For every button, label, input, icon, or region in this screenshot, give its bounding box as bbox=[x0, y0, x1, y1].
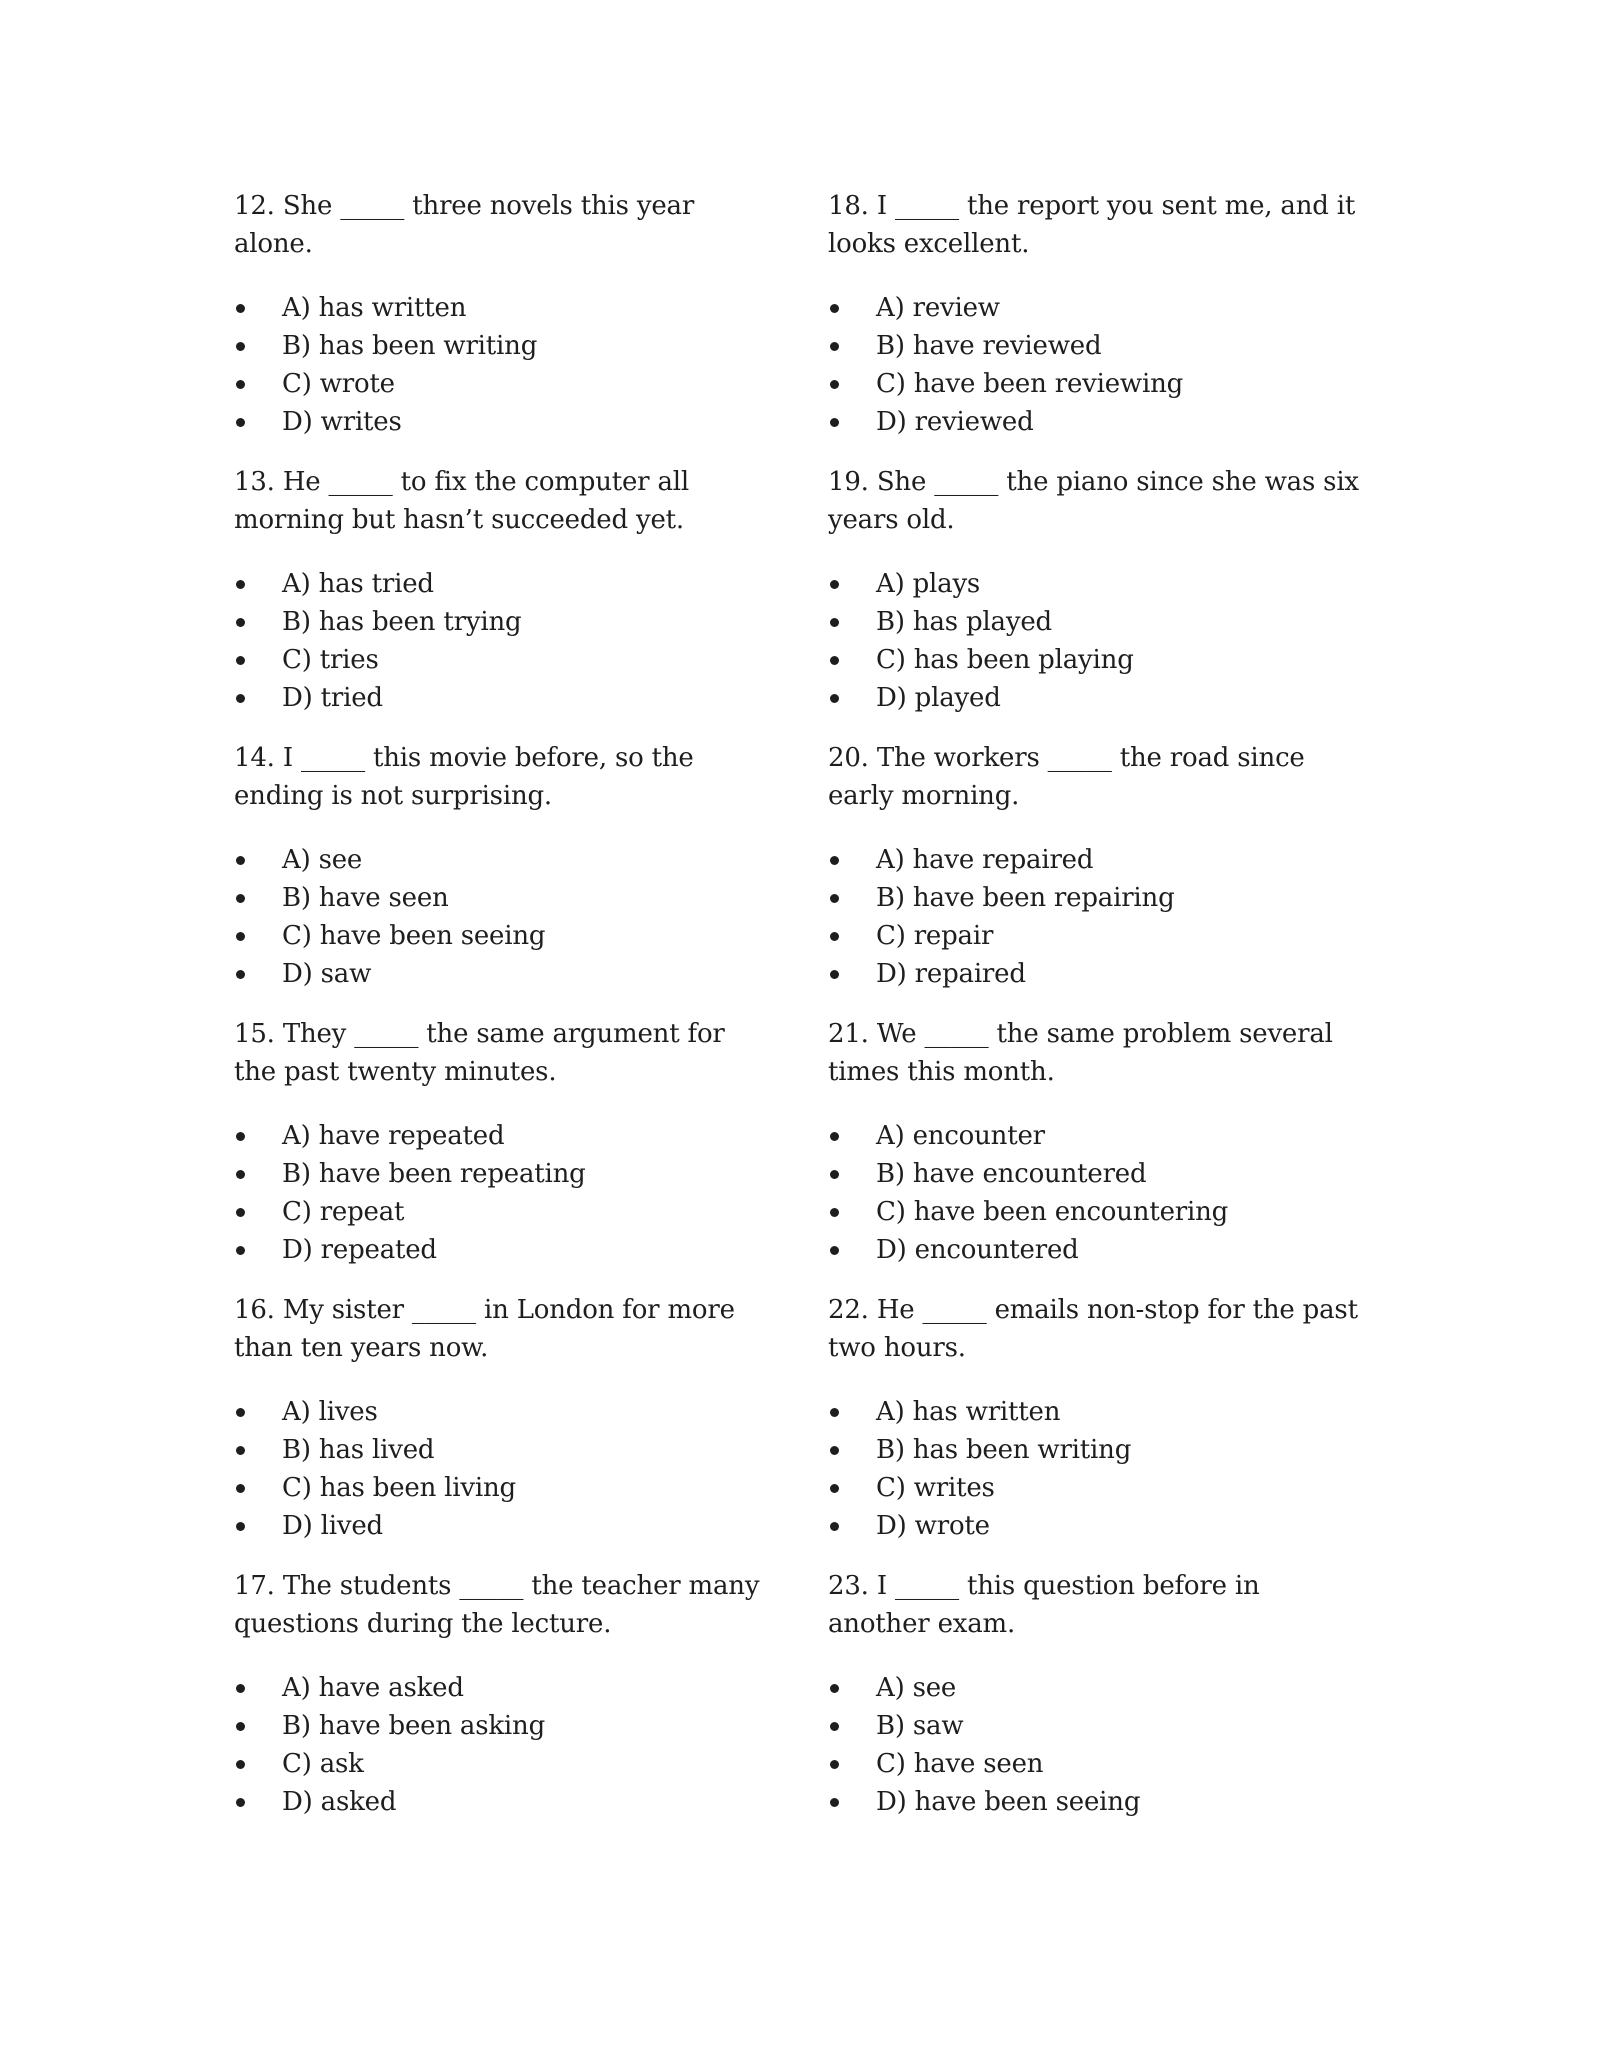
answer-option bbox=[234, 1669, 774, 1707]
bullet-icon bbox=[830, 1722, 839, 1731]
answer-option-label: B) have been repeating bbox=[282, 1159, 586, 1189]
answer-option bbox=[828, 1469, 1368, 1507]
bullet-icon bbox=[236, 1408, 245, 1417]
bullet-icon bbox=[236, 1522, 245, 1531]
bullet-icon bbox=[236, 1246, 245, 1255]
answer-option-label: D) have been seeing bbox=[876, 1787, 1141, 1817]
answer-option-label: B) have reviewed bbox=[876, 331, 1102, 361]
answer-option-label: B) have been repairing bbox=[876, 883, 1175, 913]
answer-option bbox=[234, 1469, 774, 1507]
question-text: 12. She _____ three novels this year alone. bbox=[234, 191, 695, 259]
answer-option bbox=[828, 289, 1368, 327]
question-text: 15. They _____ the same argument for the past twenty minutes. bbox=[234, 1019, 725, 1087]
answer-option bbox=[234, 1393, 774, 1431]
answer-option-label: C) tries bbox=[282, 645, 379, 675]
bullet-icon bbox=[236, 1484, 245, 1493]
question-item bbox=[828, 1015, 1368, 1269]
answer-option-label: A) have asked bbox=[282, 1673, 464, 1703]
answer-option bbox=[234, 917, 774, 955]
answer-options-list bbox=[828, 1393, 1368, 1545]
answer-option bbox=[234, 1507, 774, 1545]
answer-option bbox=[828, 565, 1368, 603]
bullet-icon bbox=[830, 1132, 839, 1141]
right-column bbox=[828, 187, 1368, 1843]
question-text: 14. I _____ this movie before, so the ending is not surprising. bbox=[234, 743, 694, 811]
answer-option bbox=[234, 841, 774, 879]
answer-option bbox=[828, 879, 1368, 917]
answer-option-label: D) wrote bbox=[876, 1511, 990, 1541]
answer-option-label: C) repeat bbox=[282, 1197, 405, 1227]
question-text: 22. He _____ emails non-stop for the past two hours. bbox=[828, 1295, 1358, 1363]
answer-option-label: A) see bbox=[876, 1673, 957, 1703]
answer-option bbox=[828, 679, 1368, 717]
answer-option-label: B) have been asking bbox=[282, 1711, 546, 1741]
answer-option-label: D) repaired bbox=[876, 959, 1026, 989]
answer-option bbox=[828, 641, 1368, 679]
answer-option-label: B) have seen bbox=[282, 883, 449, 913]
answer-option bbox=[234, 565, 774, 603]
answer-option-label: D) played bbox=[876, 683, 1001, 713]
answer-option bbox=[828, 1117, 1368, 1155]
answer-option-label: D) encountered bbox=[876, 1235, 1079, 1265]
answer-option-label: B) have encountered bbox=[876, 1159, 1147, 1189]
answer-option-label: A) have repeated bbox=[282, 1121, 505, 1151]
answer-option bbox=[828, 1507, 1368, 1545]
bullet-icon bbox=[830, 580, 839, 589]
bullet-icon bbox=[236, 970, 245, 979]
answer-option bbox=[828, 1393, 1368, 1431]
answer-option bbox=[828, 603, 1368, 641]
answer-option-label: D) tried bbox=[282, 683, 383, 713]
bullet-icon bbox=[236, 694, 245, 703]
question-item bbox=[828, 1567, 1368, 1821]
question-item bbox=[828, 739, 1368, 993]
bullet-icon bbox=[830, 304, 839, 313]
answer-option-label: C) have been encountering bbox=[876, 1197, 1229, 1227]
answer-option-label: A) encounter bbox=[876, 1121, 1045, 1151]
answer-option-label: A) has tried bbox=[282, 569, 434, 599]
answer-options-list bbox=[234, 841, 774, 993]
question-text: 17. The students _____ the teacher many questions during the lecture. bbox=[234, 1571, 760, 1639]
answer-option-label: C) have been seeing bbox=[282, 921, 546, 951]
bullet-icon bbox=[236, 932, 245, 941]
bullet-icon bbox=[236, 656, 245, 665]
answer-option bbox=[234, 955, 774, 993]
bullet-icon bbox=[830, 1484, 839, 1493]
answer-option bbox=[828, 365, 1368, 403]
bullet-icon bbox=[830, 894, 839, 903]
question-text: 18. I _____ the report you sent me, and it looks excellent. bbox=[828, 191, 1356, 259]
bullet-icon bbox=[236, 1170, 245, 1179]
answer-option bbox=[234, 1193, 774, 1231]
answer-option bbox=[234, 1707, 774, 1745]
bullet-icon bbox=[830, 656, 839, 665]
answer-option bbox=[234, 327, 774, 365]
answer-option bbox=[234, 1783, 774, 1821]
bullet-icon bbox=[236, 1684, 245, 1693]
answer-option bbox=[828, 955, 1368, 993]
answer-option-label: C) has been living bbox=[282, 1473, 517, 1503]
bullet-icon bbox=[830, 1798, 839, 1807]
answer-option-label: C) ask bbox=[282, 1749, 364, 1779]
answer-option bbox=[828, 1669, 1368, 1707]
question-item bbox=[234, 1015, 774, 1269]
question-item bbox=[234, 739, 774, 993]
answer-option-label: C) writes bbox=[876, 1473, 995, 1503]
question-text: 23. I _____ this question before in another exam. bbox=[828, 1571, 1260, 1639]
bullet-icon bbox=[830, 1446, 839, 1455]
bullet-icon bbox=[236, 380, 245, 389]
answer-option-label: A) review bbox=[876, 293, 1000, 323]
question-item bbox=[234, 463, 774, 717]
answer-option-label: D) saw bbox=[282, 959, 372, 989]
bullet-icon bbox=[236, 418, 245, 427]
bullet-icon bbox=[236, 304, 245, 313]
bullet-icon bbox=[830, 1408, 839, 1417]
question-item bbox=[828, 463, 1368, 717]
answer-options-list bbox=[234, 1117, 774, 1269]
answer-option bbox=[234, 641, 774, 679]
bullet-icon bbox=[830, 342, 839, 351]
answer-option bbox=[234, 403, 774, 441]
answer-option-label: A) plays bbox=[876, 569, 981, 599]
question-item bbox=[234, 1567, 774, 1821]
answer-option-label: B) has been writing bbox=[876, 1435, 1132, 1465]
question-item bbox=[234, 1291, 774, 1545]
answer-option bbox=[234, 1117, 774, 1155]
question-text: 21. We _____ the same problem several times this month. bbox=[828, 1019, 1333, 1087]
bullet-icon bbox=[830, 970, 839, 979]
answer-option-label: B) saw bbox=[876, 1711, 964, 1741]
bullet-icon bbox=[236, 1722, 245, 1731]
answer-option-label: C) wrote bbox=[282, 369, 395, 399]
answer-option-label: C) have seen bbox=[876, 1749, 1044, 1779]
answer-options-list bbox=[828, 1669, 1368, 1821]
bullet-icon bbox=[830, 618, 839, 627]
answer-option bbox=[234, 603, 774, 641]
question-item bbox=[234, 187, 774, 441]
left-column bbox=[234, 187, 774, 1843]
answer-option bbox=[234, 879, 774, 917]
answer-option bbox=[828, 1155, 1368, 1193]
answer-option bbox=[234, 1431, 774, 1469]
bullet-icon bbox=[830, 1246, 839, 1255]
answer-option bbox=[234, 1745, 774, 1783]
answer-option-label: D) repeated bbox=[282, 1235, 437, 1265]
bullet-icon bbox=[236, 618, 245, 627]
bullet-icon bbox=[830, 1208, 839, 1217]
answer-options-list bbox=[234, 289, 774, 441]
answer-option-label: B) has lived bbox=[282, 1435, 435, 1465]
answer-option bbox=[234, 289, 774, 327]
bullet-icon bbox=[830, 1170, 839, 1179]
question-item bbox=[828, 1291, 1368, 1545]
answer-option bbox=[828, 1231, 1368, 1269]
question-text: 20. The workers _____ the road since early morning. bbox=[828, 743, 1305, 811]
answer-option-label: A) lives bbox=[282, 1397, 378, 1427]
answer-option bbox=[828, 917, 1368, 955]
question-item bbox=[828, 187, 1368, 441]
answer-option-label: D) lived bbox=[282, 1511, 384, 1541]
bullet-icon bbox=[236, 1798, 245, 1807]
answer-option bbox=[828, 841, 1368, 879]
answer-option bbox=[828, 327, 1368, 365]
answer-option-label: B) has played bbox=[876, 607, 1052, 637]
answer-option bbox=[828, 1783, 1368, 1821]
answer-option-label: D) writes bbox=[282, 407, 402, 437]
bullet-icon bbox=[236, 856, 245, 865]
bullet-icon bbox=[830, 1684, 839, 1693]
answer-option bbox=[828, 1193, 1368, 1231]
answer-option bbox=[828, 1745, 1368, 1783]
bullet-icon bbox=[236, 1760, 245, 1769]
answer-option-label: C) repair bbox=[876, 921, 994, 951]
bullet-icon bbox=[830, 1522, 839, 1531]
bullet-icon bbox=[236, 342, 245, 351]
answer-option bbox=[828, 1707, 1368, 1745]
answer-option bbox=[828, 1431, 1368, 1469]
answer-options-list bbox=[234, 1669, 774, 1821]
bullet-icon bbox=[236, 1132, 245, 1141]
answer-options-list bbox=[234, 1393, 774, 1545]
answer-option-label: A) has written bbox=[876, 1397, 1061, 1427]
answer-option bbox=[828, 403, 1368, 441]
answer-option-label: D) asked bbox=[282, 1787, 397, 1817]
question-text: 16. My sister _____ in London for more than ten years now. bbox=[234, 1295, 735, 1363]
bullet-icon bbox=[236, 894, 245, 903]
answer-option-label: C) has been playing bbox=[876, 645, 1134, 675]
answer-option-label: A) see bbox=[282, 845, 363, 875]
bullet-icon bbox=[830, 1760, 839, 1769]
answer-option-label: B) has been trying bbox=[282, 607, 522, 637]
bullet-icon bbox=[830, 418, 839, 427]
question-text: 19. She _____ the piano since she was six years old. bbox=[828, 467, 1359, 535]
answer-options-list bbox=[828, 1117, 1368, 1269]
answer-option-label: D) reviewed bbox=[876, 407, 1034, 437]
answer-option bbox=[234, 679, 774, 717]
bullet-icon bbox=[830, 932, 839, 941]
answer-option-label: C) have been reviewing bbox=[876, 369, 1184, 399]
bullet-icon bbox=[236, 1208, 245, 1217]
answer-options-list bbox=[828, 841, 1368, 993]
bullet-icon bbox=[236, 580, 245, 589]
bullet-icon bbox=[830, 856, 839, 865]
answer-option bbox=[234, 1231, 774, 1269]
answer-options-list bbox=[234, 565, 774, 717]
question-text: 13. He _____ to fix the computer all morning but hasn’t succeeded yet. bbox=[234, 467, 689, 535]
answer-option bbox=[234, 365, 774, 403]
bullet-icon bbox=[830, 694, 839, 703]
answer-option-label: A) has written bbox=[282, 293, 467, 323]
answer-option bbox=[234, 1155, 774, 1193]
answer-options-list bbox=[828, 289, 1368, 441]
bullet-icon bbox=[830, 380, 839, 389]
answer-options-list bbox=[828, 565, 1368, 717]
bullet-icon bbox=[236, 1446, 245, 1455]
answer-option-label: A) have repaired bbox=[876, 845, 1094, 875]
answer-option-label: B) has been writing bbox=[282, 331, 538, 361]
